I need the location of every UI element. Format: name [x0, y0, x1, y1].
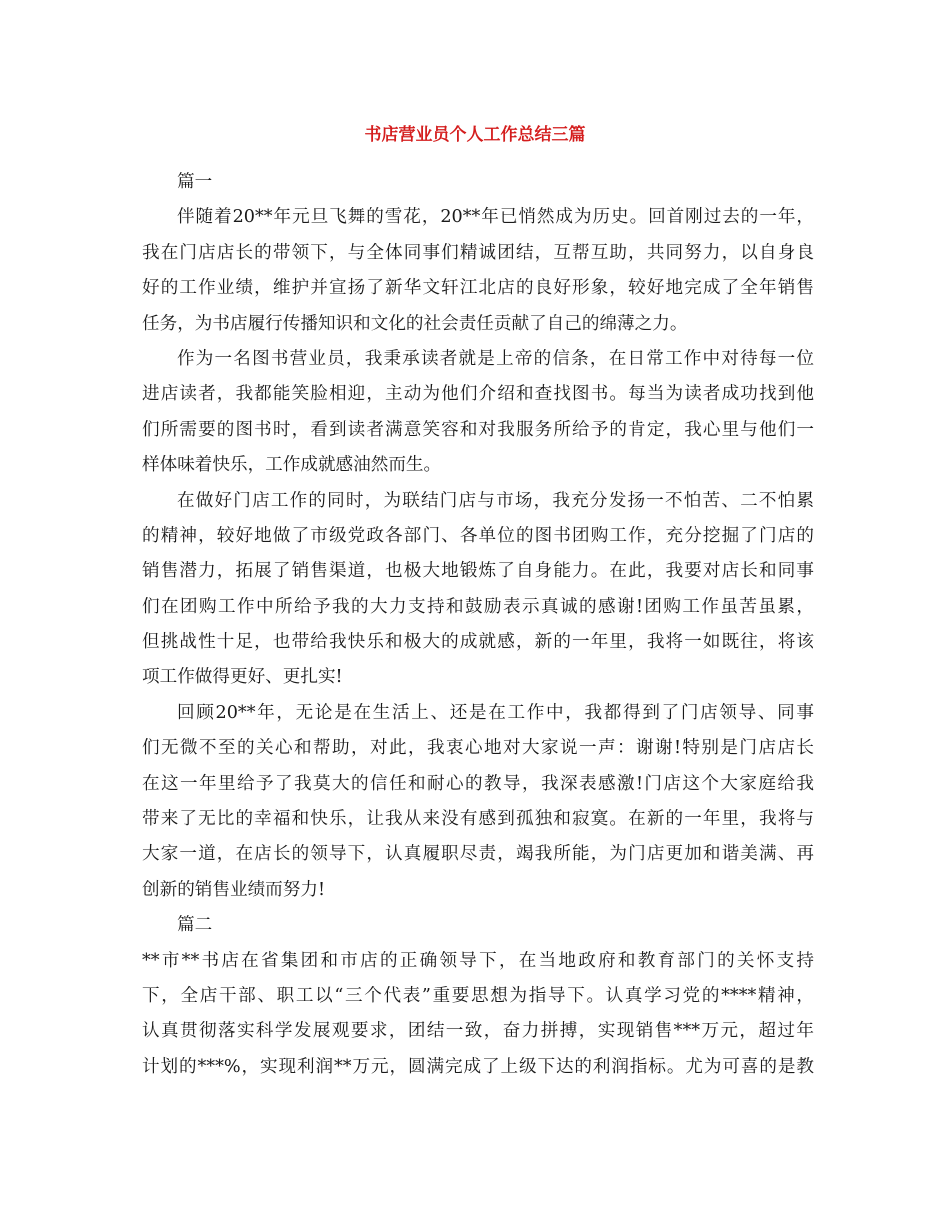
paragraph: [142, 944, 814, 1086]
section-1: [142, 165, 814, 908]
text-line: 在做好门店工作的同时，为联结门店与市场，我充分发扬一不怕苦、二不怕累: [177, 490, 814, 511]
text-line: 任务，为书店履行传播知识和文化的社会责任贡献了自己的绵薄之力。: [142, 313, 688, 334]
text-line: **市**书店在省集团和市店的正确领导下，在当地政府和教育部门的关怀支持: [142, 950, 814, 971]
text-line: 计划的***%，实现利润**万元，圆满完成了上级下达的利润指标。尤为可喜的是教: [142, 1056, 814, 1077]
text-line: 创新的销售业绩而努力!: [142, 879, 326, 900]
text-line: 项工作做得更好、更扎实!: [142, 667, 343, 688]
text-line: 我在门店店长的带领下，与全体同事们精诚团结，互帮互助，共同努力，以自身良: [142, 242, 814, 263]
paragraph: [142, 484, 814, 696]
text-line: 大家一道，在店长的领导下，认真履职尽责，竭我所能，为门店更加和谐美满、再: [142, 844, 814, 865]
section-heading: 篇二: [177, 915, 213, 936]
paragraph: [142, 200, 814, 342]
text-line: 下，全店干部、职工以“三个代表”重要思想为指导下。认真学习党的****精神，: [142, 985, 814, 1006]
text-line: 但挑战性十足，也带给我快乐和极大的成就感，新的一年里，我将一如既往，将该: [142, 632, 814, 653]
text-line: 作为一名图书营业员，我秉承读者就是上帝的信条，在日常工作中对待每一位: [177, 348, 814, 369]
text-line: 好的工作业绩，维护并宣扬了新华文轩江北店的良好形象，较好地完成了全年销售: [142, 278, 814, 299]
text-line: 带来了无比的幸福和快乐，让我从来没有感到孤独和寂寞。在新的一年里，我将与: [142, 809, 814, 830]
document-title: 书店营业员个人工作总结三篇: [364, 125, 586, 145]
document-body: [142, 165, 814, 1085]
section-heading: 篇一: [177, 172, 213, 192]
text-line: 们所需要的图书时，看到读者满意笑容和对我服务所给予的肯定，我心里与他们一: [142, 419, 814, 440]
section-2: [142, 908, 814, 1085]
text-line: 在这一年里给予了我莫大的信任和耐心的教导，我深表感激!门店这个大家庭给我: [142, 773, 814, 794]
text-line: 认真贯彻落实科学发展观要求，团结一致，奋力拼搏，实现销售***万元，超过年: [142, 1021, 814, 1042]
text-line: 们在团购工作中所给予我的大力支持和鼓励表示真诚的感谢!团购工作虽苦虽累，: [142, 596, 814, 617]
text-line: 回顾20**年，无论是在生活上、还是在工作中，我都得到了门店领导、同事: [177, 702, 814, 723]
text-line: 们无微不至的关心和帮助，对此，我衷心地对大家说一声：谢谢!特别是门店店长: [142, 738, 814, 759]
paragraph: [142, 342, 814, 484]
text-line: 销售潜力，拓展了销售渠道，也极大地锻炼了自身能力。在此，我要对店长和同事: [142, 561, 814, 582]
text-line: 进店读者，我都能笑脸相迎，主动为他们介绍和查找图书。每当为读者成功找到他: [142, 384, 814, 405]
text-line: 样体味着快乐，工作成就感油然而生。: [142, 455, 442, 476]
text-line: 伴随着20**年元旦飞舞的雪花，20**年已悄然成为历史。回首刚过去的一年，: [177, 207, 814, 228]
text-line: 的精神，较好地做了市级党政各部门、各单位的图书团购工作，充分挖掘了门店的: [142, 525, 814, 546]
paragraph: [142, 696, 814, 908]
